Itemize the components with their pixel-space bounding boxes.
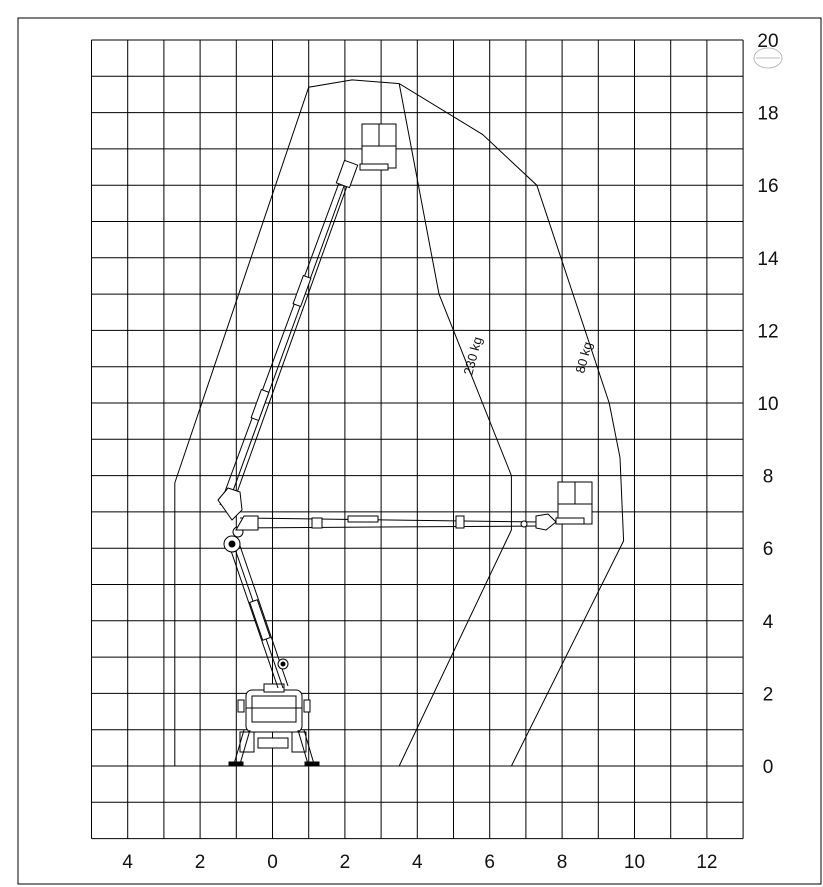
- y-tick-label: 4: [762, 611, 774, 633]
- envelope-label-230kg: 230 kg: [460, 335, 486, 377]
- y-tick-label: 16: [757, 176, 779, 198]
- y-tick-label: 14: [757, 248, 779, 270]
- y-tick-label: 20: [757, 31, 779, 52]
- envelope-80kg: [175, 80, 624, 766]
- outer-frame: [18, 18, 821, 884]
- envelope-label-80kg: 80 kg: [572, 340, 596, 375]
- x-tick-label: 4: [412, 852, 423, 873]
- x-tick-label: 8: [556, 852, 568, 873]
- y-axis-tick-labels: [757, 31, 779, 778]
- x-tick-label: 0: [267, 852, 278, 873]
- y-tick-label: 0: [762, 757, 774, 778]
- x-tick-label: 4: [122, 852, 133, 873]
- x-tick-label: 12: [696, 852, 718, 873]
- y-tick-label: 8: [762, 466, 774, 488]
- y-tick-label: 6: [762, 539, 774, 561]
- boom-lift-illustration: [218, 124, 592, 766]
- platform-basket-top: [360, 124, 396, 170]
- y-tick-label: 12: [757, 321, 779, 343]
- y-tick-label: 10: [757, 394, 779, 415]
- turret: [264, 684, 284, 692]
- working-envelopes: [175, 80, 624, 766]
- lower-boom: [228, 540, 288, 688]
- x-tick-label: 2: [194, 852, 206, 873]
- y-tick-label: 18: [757, 103, 779, 125]
- chassis: [229, 690, 319, 766]
- y-tick-label: 2: [762, 684, 774, 706]
- envelope-230kg: [399, 84, 511, 766]
- upper-boom-horizontal: [236, 514, 556, 530]
- x-tick-label: 6: [484, 852, 495, 873]
- upper-boom-raised: [218, 160, 358, 520]
- x-tick-label: 2: [339, 852, 351, 873]
- platform-basket-outreach: [556, 482, 592, 524]
- x-tick-label: 10: [623, 852, 646, 873]
- x-axis-tick-labels: [122, 852, 717, 873]
